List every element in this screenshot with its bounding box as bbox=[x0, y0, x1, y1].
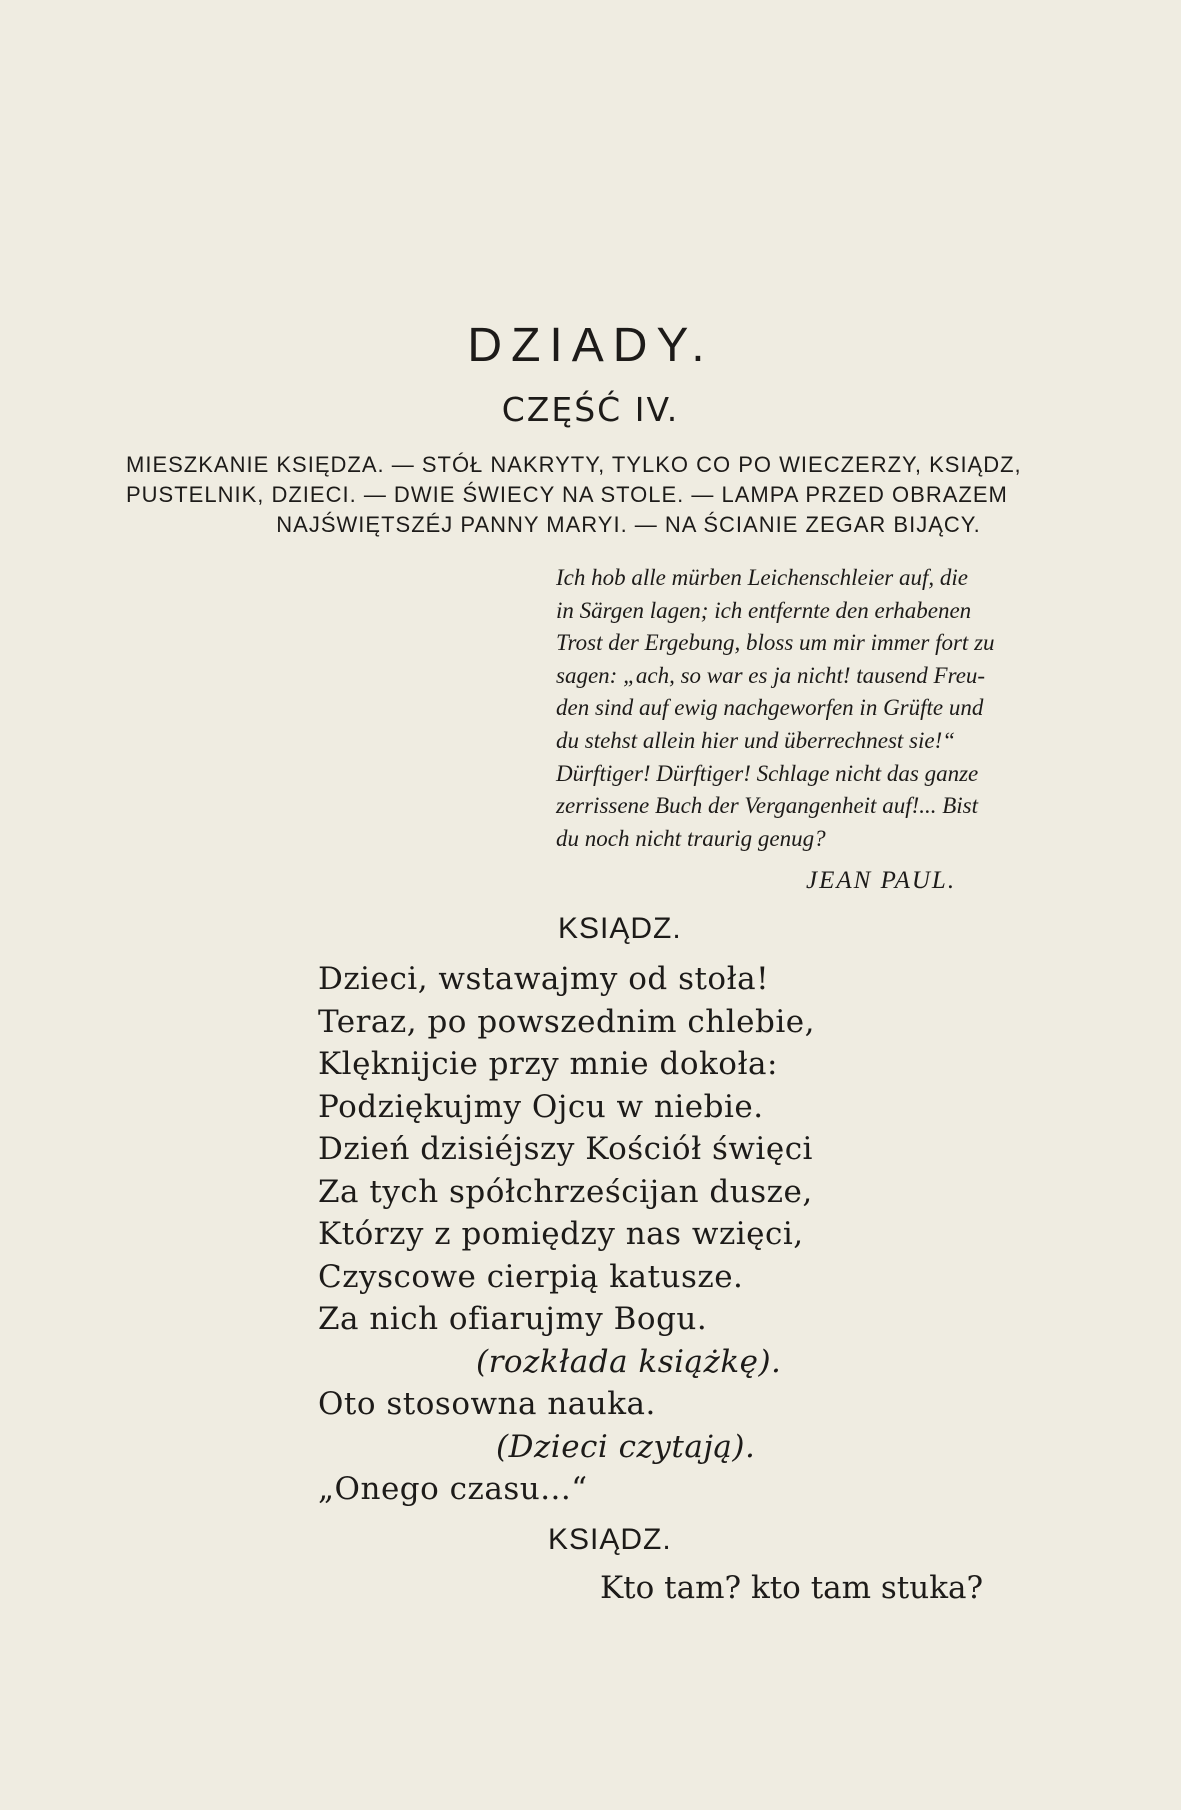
setting-line: PUSTELNIK, DZIECI. — DWIE ŚWIECY NA STOLE. — LAMPA PRZED OBRAZEM bbox=[126, 482, 1008, 507]
epigraph-author: JEAN PAUL. bbox=[806, 867, 957, 894]
setting-line: NAJŚWIĘTSZÉJ PANNY MARYI. — NA ŚCIANIE ZEGAR BIJĄCY. bbox=[276, 512, 981, 537]
epigraph-line: du stehst allein hier und überrechnest sie!“ bbox=[556, 727, 956, 753]
verse-block bbox=[318, 958, 815, 1511]
stage-setting bbox=[126, 450, 1131, 540]
stage-direction: (Dzieci czytają). bbox=[496, 1428, 756, 1465]
epigraph-line: Trost der Ergebung, bloss um mir immer fort zu bbox=[556, 630, 995, 656]
setting-line: MIESZKANIE KSIĘDZA. — STÓŁ NAKRYTY, TYLKO CO PO WIECZERZY, KSIĄDZ, bbox=[126, 452, 1022, 477]
verse-line: Dzieci, wstawajmy od stoła! bbox=[318, 961, 770, 997]
verse-line: „Onego czasu...“ bbox=[318, 1471, 588, 1507]
verse-line: Klęknijcie przy mnie dokoła: bbox=[318, 1046, 778, 1082]
epigraph-line: Ich hob alle mürben Leichenschleier auf, die bbox=[556, 565, 968, 590]
epigraph-line: den sind auf ewig nachgeworfen in Grüfte und bbox=[556, 695, 984, 721]
part-heading: CZĘŚĆ IV. bbox=[501, 390, 680, 429]
epigraph-line: du noch nicht traurig genug? bbox=[556, 825, 826, 851]
speaker-name: KSIĄDZ. bbox=[558, 912, 682, 945]
verse-line: Za tych spółchrześcijan dusze, bbox=[318, 1173, 813, 1210]
epigraph bbox=[556, 562, 1146, 855]
verse-line: Podziękujmy Ojcu w niebie. bbox=[318, 1088, 764, 1125]
verse-line: Dzień dzisiéjszy Kościół święci bbox=[318, 1131, 813, 1167]
epigraph-line: Dürftiger! Dürftiger! Schlage nicht das ganze bbox=[556, 760, 979, 786]
epigraph-line: in Särgen lagen; ich entfernte den erhabenen bbox=[556, 597, 972, 623]
verse-line: Za nich ofiarujmy Bogu. bbox=[318, 1301, 708, 1337]
epigraph-line: sagen: „ach, so war es ja nicht! tausend Freu- bbox=[556, 662, 986, 688]
speaker-name: KSIĄDZ. bbox=[548, 1523, 672, 1556]
verse-line: Którzy z pomiędzy nas wzięci, bbox=[318, 1216, 804, 1252]
verse-line: Kto tam? kto tam stuka? bbox=[600, 1570, 984, 1606]
verse-line: Teraz, po powszednim chlebie, bbox=[318, 1003, 815, 1040]
epigraph-line: zerrissene Buch der Vergangenheit auf!... Bist bbox=[556, 793, 979, 819]
stage-direction: (rozkłada książkę). bbox=[476, 1343, 782, 1380]
verse-line: Czyscowe cierpią katusze. bbox=[318, 1258, 744, 1295]
drama-title: DZIADY. bbox=[467, 319, 714, 372]
verse-line: Oto stosowna nauka. bbox=[318, 1386, 656, 1422]
